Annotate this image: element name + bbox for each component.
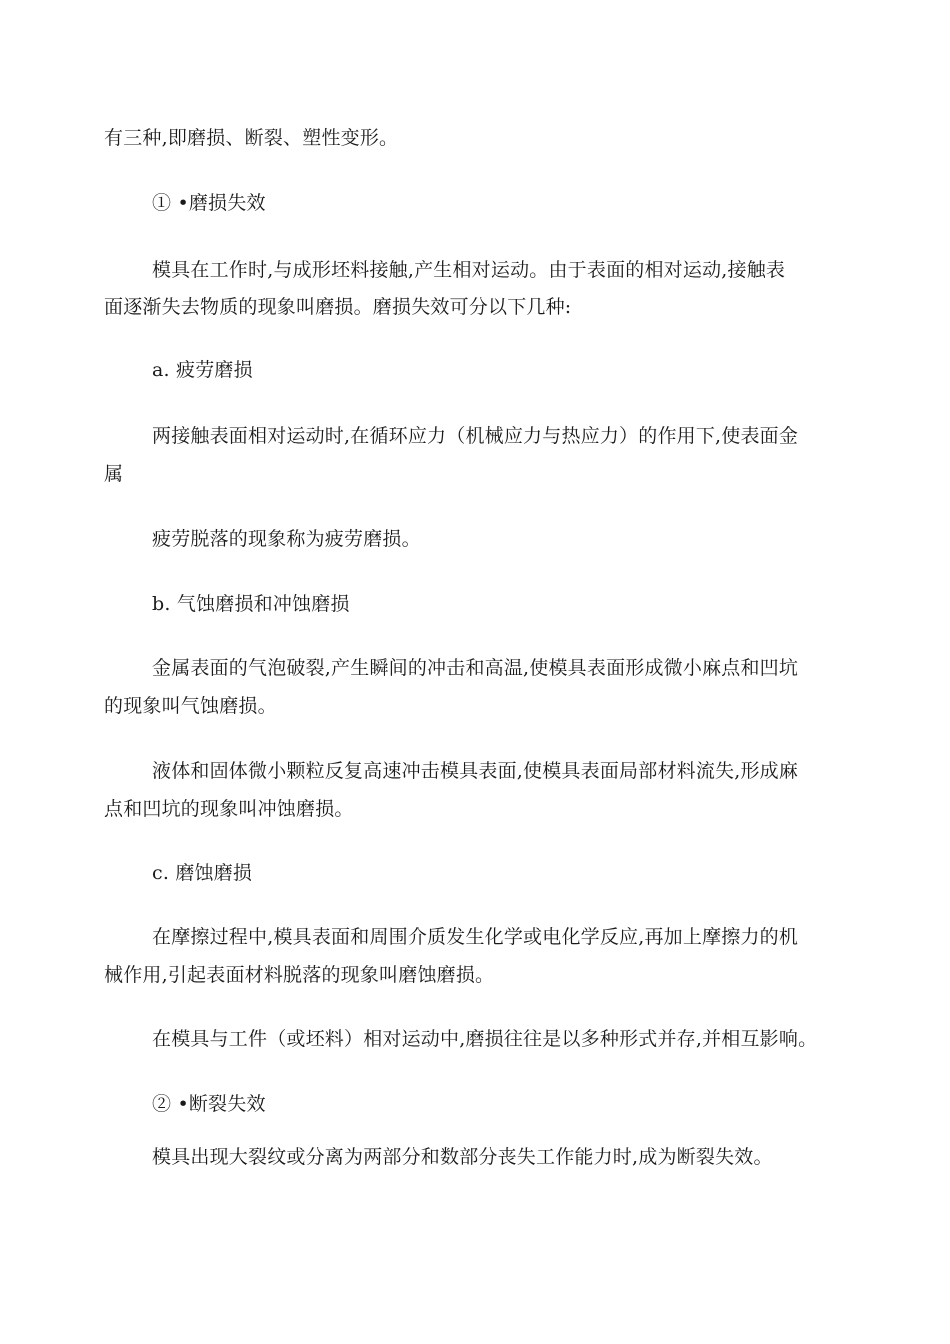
paragraph-line: 在摩擦过程中,模具表面和周围介质发生化学或电化学反应,再加上摩擦力的机 bbox=[152, 926, 799, 948]
subheading-cavitation-erosion-wear: b. 气蚀磨损和冲蚀磨损 bbox=[152, 593, 350, 615]
paragraph-line: 点和凹坑的现象叫冲蚀磨损。 bbox=[104, 798, 354, 820]
paragraph-line: 模具出现大裂纹或分离为两部分和数部分丧失工作能力时,成为断裂失效。 bbox=[152, 1146, 773, 1168]
subheading-fatigue-wear: a. 疲劳磨损 bbox=[152, 359, 253, 381]
paragraph-line: 两接触表面相对运动时,在循环应力（机械应力与热应力）的作用下,使表面金 bbox=[152, 425, 799, 447]
paragraph-line: 模具在工作时,与成形坯料接触,产生相对运动。由于表面的相对运动,接触表 bbox=[152, 259, 786, 281]
paragraph-line: 属 bbox=[104, 463, 124, 485]
paragraph-line: 的现象叫气蚀磨损。 bbox=[104, 695, 277, 717]
paragraph-line: 面逐渐失去物质的现象叫磨损。磨损失效可分以下几种: bbox=[104, 296, 572, 318]
paragraph-line: 金属表面的气泡破裂,产生瞬间的冲击和高温,使模具表面形成微小麻点和凹坑 bbox=[152, 657, 799, 679]
section-heading-wear-failure: ① •磨损失效 bbox=[152, 192, 266, 214]
section-heading-fracture-failure: ② •断裂失效 bbox=[152, 1093, 266, 1115]
paragraph-line: 液体和固体微小颗粒反复高速冲击模具表面,使模具表面局部材料流失,形成麻 bbox=[152, 760, 799, 782]
paragraph-line: 在模具与工件（或坯料）相对运动中,磨损往往是以多种形式并存,并相互影响。 bbox=[152, 1028, 818, 1050]
subheading-corrosive-wear: c. 磨蚀磨损 bbox=[152, 862, 253, 884]
paragraph-line: 械作用,引起表面材料脱落的现象叫磨蚀磨损。 bbox=[104, 964, 495, 986]
paragraph-line: 疲劳脱落的现象称为疲劳磨损。 bbox=[152, 528, 421, 550]
paragraph-line: 有三种,即磨损、断裂、塑性变形。 bbox=[104, 127, 399, 149]
